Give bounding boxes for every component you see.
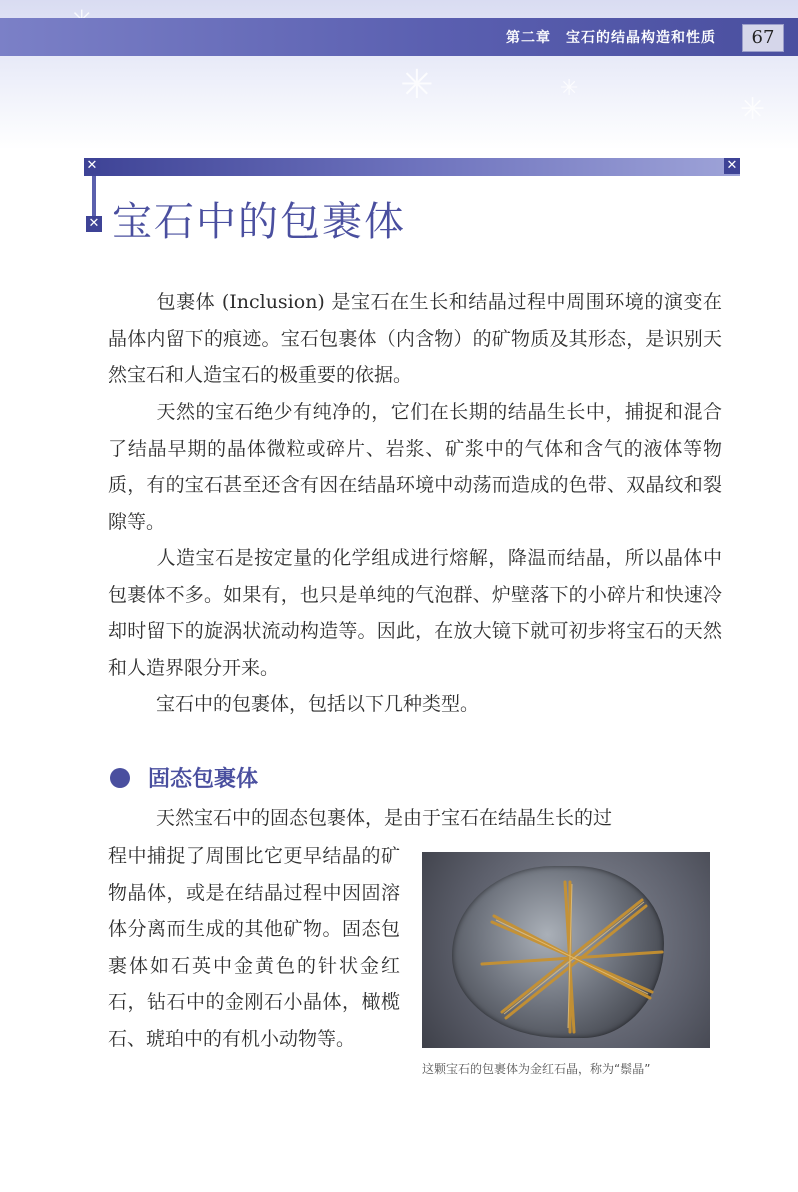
figure-caption: 这颗宝石的包裹体为金红石晶，称为“鬃晶”: [422, 1062, 651, 1076]
sparkle-decoration: ✳: [740, 92, 766, 127]
subsection-title: 固态包裹体: [148, 767, 259, 792]
body-paragraph: 人造宝石是按定量的化学组成进行熔解，降温而结晶，所以晶体中包裹体不多。如果有，也只是单纯的气泡群、炉壁落下的小碎片和快速冷却时留下的旋涡状流动构造等。因此，在放大镜下就可初步将宝石的天然和人造界限分开来。: [108, 547, 722, 679]
body-paragraph: 程中捕捉了周围比它更早结晶的矿物晶体，或是在结晶过程中因固溶体分离而生成的其他矿物。固态包裹体如石英中金黄色的针状金红石，钻石中的金刚石小晶体，橄榄石、琥珀中的有机小动物等。: [108, 845, 400, 1050]
sparkle-decoration: ✳: [560, 76, 579, 101]
sparkle-decoration: ✳: [400, 62, 434, 108]
section-heading-rule: [84, 158, 740, 176]
chapter-title: 第二章 宝石的结晶构造和性质: [506, 30, 716, 46]
corner-x-icon: ✕: [724, 158, 740, 174]
corner-x-icon: ✕: [86, 216, 102, 232]
body-paragraph: 包裹体 (Inclusion) 是宝石在生长和结晶过程中周围环境的演变在晶体内留下的痕迹。宝石包裹体（内含物）的矿物质及其形态，是识别天然宝石和人造宝石的极重要的依据。: [108, 291, 722, 386]
body-paragraph: 天然的宝石绝少有纯净的，它们在长期的结晶生长中，捕捉和混合了结晶早期的晶体微粒或碎片、岩浆、矿浆中的气体和含气的液体等物质，有的宝石甚至还含有因在结晶环境中动荡而造成的色带、双晶纹和裂隙等。: [108, 401, 722, 533]
gem-photo: [422, 852, 710, 1048]
rutile-inclusion-graphic: [422, 852, 710, 1048]
bullet-icon: [110, 768, 130, 788]
section-title: 宝石中的包裹体: [112, 199, 406, 245]
body-paragraph: 宝石中的包裹体，包括以下几种类型。: [156, 693, 480, 715]
corner-x-icon: ✕: [84, 158, 100, 174]
body-paragraph: 天然宝石中的固态包裹体，是由于宝石在结晶生长的过: [156, 807, 613, 829]
page-number: 67: [742, 24, 784, 52]
section-heading-vrule: [92, 176, 96, 220]
